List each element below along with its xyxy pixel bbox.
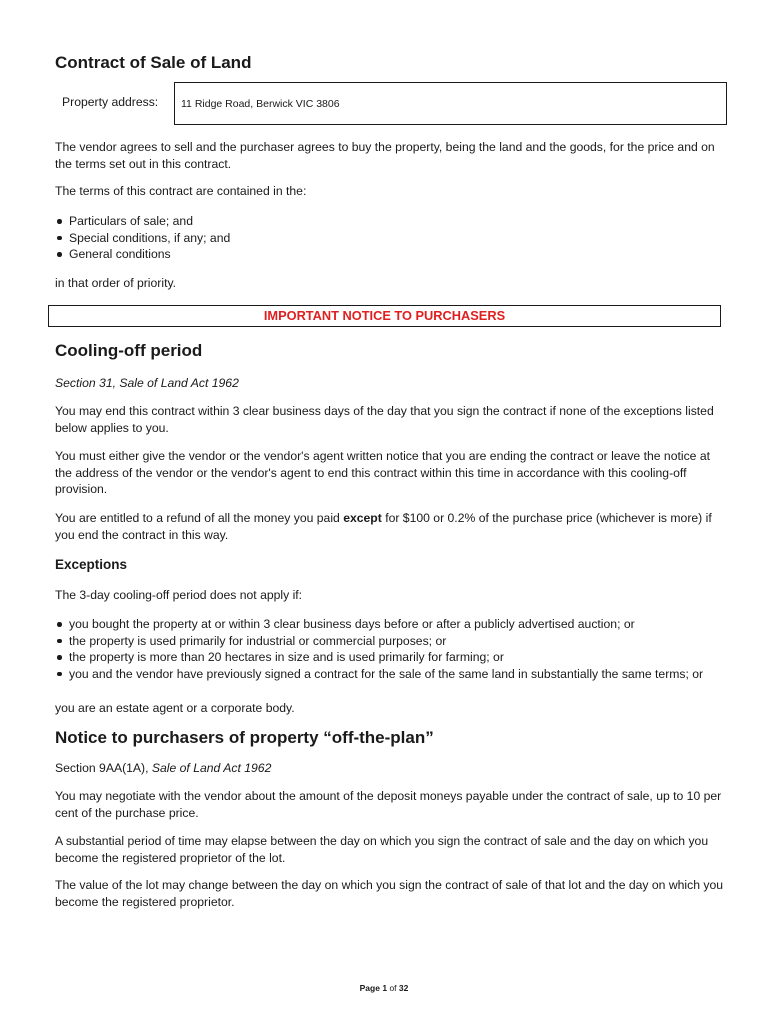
off-the-plan-paragraph-3: The value of the lot may change between the day on which you sign the contract of sale of that lot and the day on which you become the registered proprietor. xyxy=(55,878,724,909)
off-the-plan-section-ref: Section 9AA(1A), Sale of Land Act 1962 xyxy=(55,761,272,775)
exceptions-list xyxy=(55,616,725,682)
terms-list xyxy=(55,213,725,263)
terms-intro: The terms of this contract are contained in the: xyxy=(55,184,307,198)
property-address-box xyxy=(174,82,727,125)
important-notice-banner xyxy=(48,305,721,327)
exceptions-last-line: you are an estate agent or a corporate body. xyxy=(55,701,295,715)
priority-text: in that order of priority. xyxy=(55,276,177,290)
list-item: you and the vendor have previously signed a contract for the sale of the same land in substantially the same terms; or xyxy=(55,666,725,683)
page-number-footer: Page 1 of 32 xyxy=(359,983,409,993)
cooling-off-paragraph-3: You are entitled to a refund of all the money you paid except for $100 or 0.2% of the purchase price (whichever is more) if you end the contract in this way. xyxy=(55,511,712,542)
cooling-off-paragraph-2: You must either give the vendor or the vendor's agent written notice that you are ending the contract or leave the notice at the address of the vendor or the vendor's agent to end this contract within this time in accordance with this cooling-off provision. xyxy=(55,449,710,496)
cooling-off-paragraph-1: You may end this contract within 3 clear business days of the day that you sign the contract if none of the exceptions listed below applies to you. xyxy=(55,404,714,435)
list-item: Particulars of sale; and xyxy=(55,213,725,230)
exceptions-intro: The 3-day cooling-off period does not apply if: xyxy=(55,588,303,602)
except-emphasis: except xyxy=(343,511,382,525)
cooling-off-section-ref: Section 31, Sale of Land Act 1962 xyxy=(55,376,239,390)
property-address-label: Property address: xyxy=(62,95,159,109)
list-item: the property is more than 20 hectares in size and is used primarily for farming; or xyxy=(55,649,725,666)
property-address-value: 11 Ridge Road, Berwick VIC 3806 xyxy=(181,98,340,110)
list-item: you bought the property at or within 3 clear business days before or after a publicly advertised auction; or xyxy=(55,616,725,633)
list-item: General conditions xyxy=(55,246,725,263)
off-the-plan-paragraph-1: You may negotiate with the vendor about the amount of the deposit moneys payable under the contract of sale, up to 10 per cent of the purchase price. xyxy=(55,789,722,820)
cooling-off-heading: Cooling-off period xyxy=(55,341,203,360)
important-notice-text: IMPORTANT NOTICE TO PURCHASERS xyxy=(263,308,506,323)
off-the-plan-heading: Notice to purchasers of property “off-the-plan” xyxy=(55,728,434,747)
list-item: the property is used primarily for industrial or commercial purposes; or xyxy=(55,633,725,650)
intro-paragraph: The vendor agrees to sell and the purchaser agrees to buy the property, being the land and the goods, for the price and on the terms set out in this contract. xyxy=(55,140,715,171)
document-title: Contract of Sale of Land xyxy=(55,53,252,72)
exceptions-heading: Exceptions xyxy=(55,557,128,572)
list-item: Special conditions, if any; and xyxy=(55,230,725,247)
off-the-plan-paragraph-2: A substantial period of time may elapse between the day on which you sign the contract of sale and the day on which you become the registered proprietor of the lot. xyxy=(55,834,709,865)
